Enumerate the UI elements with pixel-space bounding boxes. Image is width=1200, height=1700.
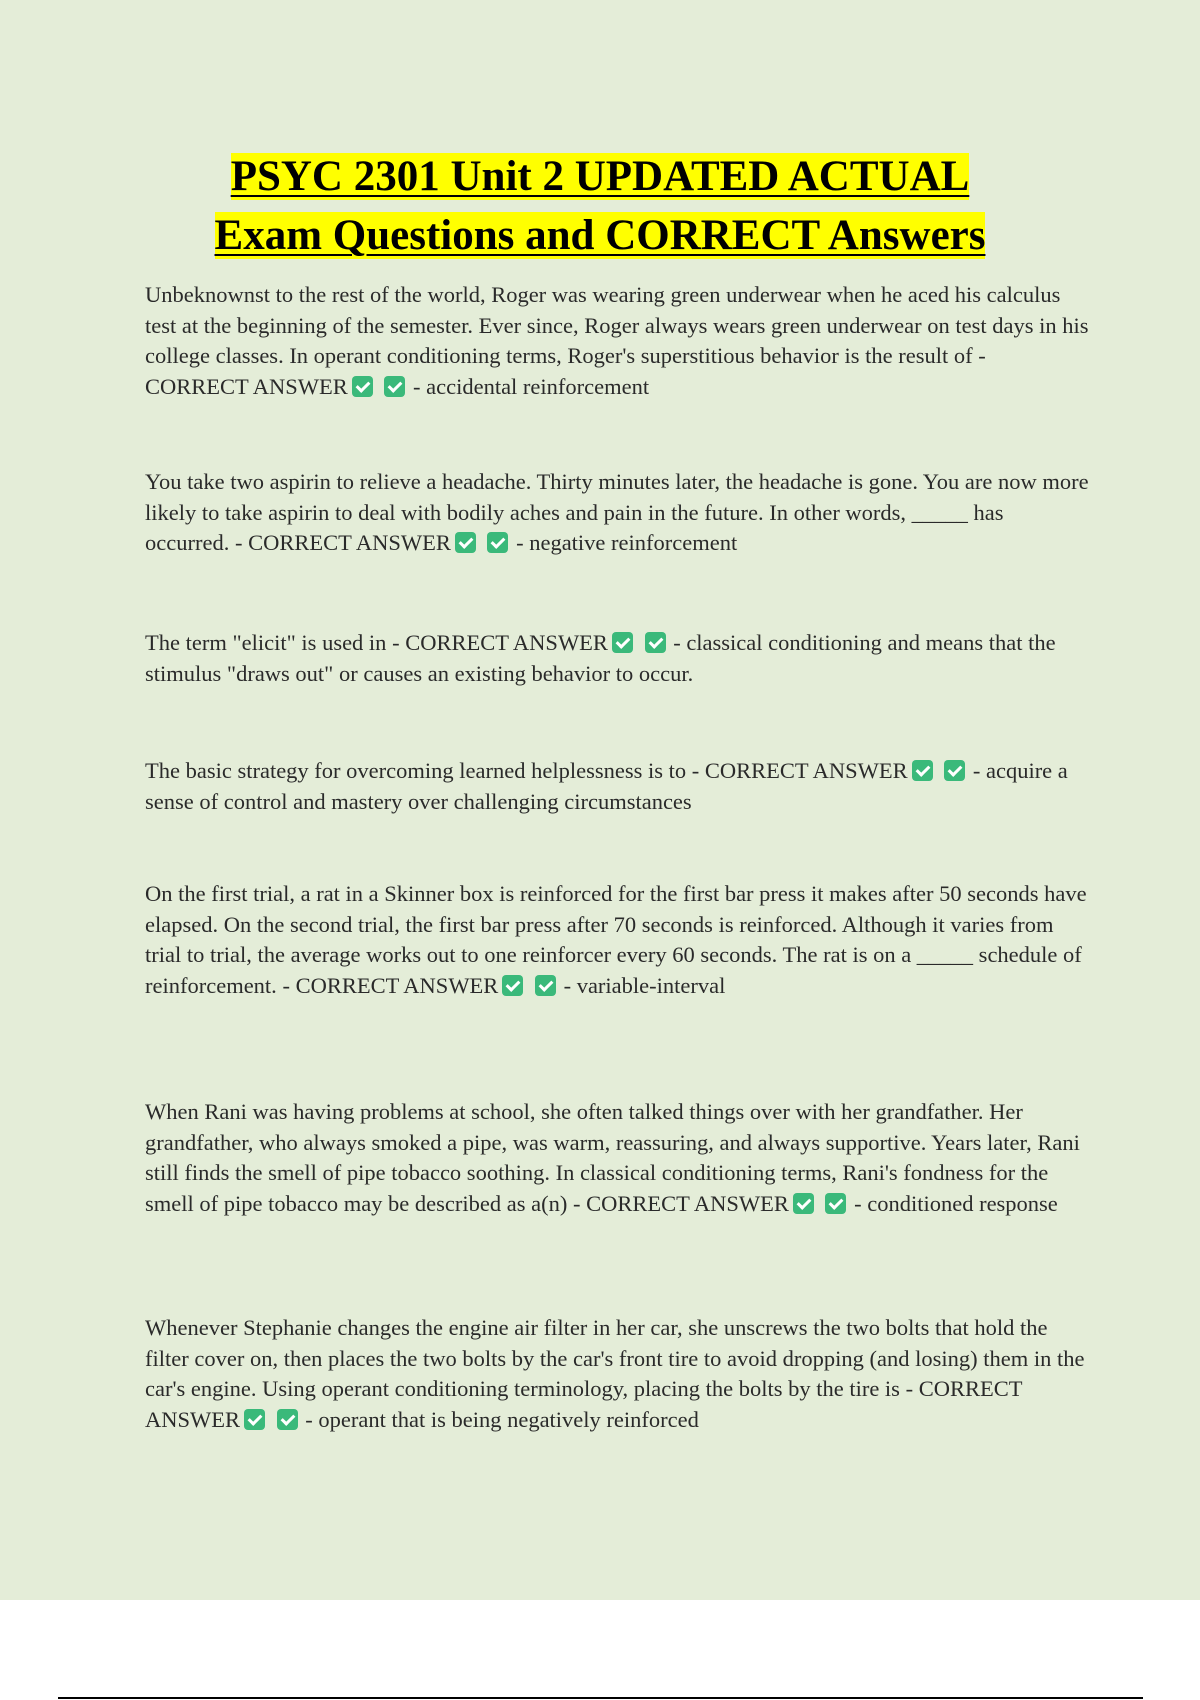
answer-text: negative reinforcement xyxy=(529,530,738,555)
answer-label: CORRECT ANSWER xyxy=(405,630,608,655)
check-mark-icon xyxy=(384,376,405,397)
question-text: Unbeknownst to the rest of the world, Roger was wearing green underwear when he aced his calculus test at the beginning of the semester. Ever since, Roger always wears green underwear on test days in his college classes. In operant conditioning terms, Roger's superstitious behavior is the result of xyxy=(145,282,1089,368)
qa-item-6: When Rani was having problems at school, she often talked things over with her grandfather. Her grandfather, who always smoked a pipe, was warm, reassuring, and always supportive. Years later, Rani still finds the smell of pipe tobacco soothing. In classical conditioning terms, Rani's fondness for the smell of pipe tobacco may be described as a(n) - CORRECT ANSWER - conditioned response xyxy=(145,1099,1080,1216)
check-mark-icon xyxy=(455,532,476,553)
answer-label: CORRECT ANSWER xyxy=(704,758,908,783)
qa-item-1: Unbeknownst to the rest of the world, Roger was wearing green underwear when he aced his calculus test at the beginning of the semester. Ever since, Roger always wears green underwear on test days in his college classes. In operant conditioning terms, Roger's superstitious behavior is the result of - CORRECT ANSWER - accidental reinforcement xyxy=(145,282,1089,399)
footer-divider xyxy=(58,1697,1143,1699)
answer-label: CORRECT ANSWER xyxy=(248,530,451,555)
question-text: The term "elicit" is used in xyxy=(145,630,387,655)
check-mark-icon xyxy=(944,760,965,781)
check-mark-icon xyxy=(277,1409,298,1430)
question-text: You take two aspirin to relieve a headache. Thirty minutes later, the headache is gone. You are now more likely to take aspirin to deal with bodily aches and pain in the future. In other words, _____ has occurred. xyxy=(145,469,1089,555)
title-line-1: PSYC 2301 Unit 2 UPDATED ACTUAL xyxy=(230,153,970,200)
answer-label: CORRECT ANSWER xyxy=(145,373,348,399)
qa-item-7: Whenever Stephanie changes the engine air filter in her car, she unscrews the two bolts that hold the filter cover on, then places the two bolts by the car's front tire to avoid dropping (and losing) them in the car's engine. Using operant conditioning terminology, placing the bolts by the tire is - CORRECT ANSWER - operant that is being negatively reinforced xyxy=(145,1315,1085,1432)
check-mark-icon xyxy=(244,1409,265,1430)
check-mark-icon xyxy=(912,760,933,781)
check-mark-icon xyxy=(612,632,633,653)
qa-item-3: The term "elicit" is used in - CORRECT ANSWER - classical conditioning and means that the stimulus "draws out" or causes an existing behavior to occur. xyxy=(145,630,1056,686)
answer-text: acquire a sense of control and mastery over challenging circumstances xyxy=(145,758,1068,814)
question-text: When Rani was having problems at school, she often talked things over with her grandfather. Her grandfather, who always smoked a pipe, was warm, reassuring, and always supportive. Years later, Rani still finds the smell of pipe tobacco soothing. In classical conditioning terms, Rani's fondness for the smell of pipe tobacco may be described as a(n) xyxy=(145,1099,1080,1216)
answer-text: classical conditioning and means that the stimulus "draws out" or causes an existing behavior to occur. xyxy=(145,630,1056,686)
question-text: On the first trial, a rat in a Skinner box is reinforced for the first bar press it makes after 50 seconds have elapsed. On the second trial, the first bar press after 70 seconds is reinforced. Although it varies from trial to trial, the average works out to one reinforcer every 60 seconds. The rat is on a _____ schedule of reinforcement. xyxy=(145,881,1087,998)
document-title xyxy=(100,147,1100,265)
qa-item-2: You take two aspirin to relieve a headache. Thirty minutes later, the headache is gone. You are now more likely to take aspirin to deal with bodily aches and pain in the future. In other words, _____ has occurred. - CORRECT ANSWER - negative reinforcement xyxy=(145,469,1089,555)
qa-item-5: On the first trial, a rat in a Skinner box is reinforced for the first bar press it makes after 50 seconds have elapsed. On the second trial, the first bar press after 70 seconds is reinforced. Although it varies from trial to trial, the average works out to one reinforcer every 60 seconds. The rat is on a _____ schedule of reinforcement. - CORRECT ANSWER - variable-interval xyxy=(145,881,1087,998)
answer-text: operant that is being negatively reinforced xyxy=(318,1406,699,1432)
answer-label: CORRECT ANSWER xyxy=(295,972,499,998)
check-mark-icon xyxy=(793,1193,814,1214)
answer-text: accidental reinforcement xyxy=(426,373,650,399)
answer-text: variable-interval xyxy=(576,972,726,998)
question-text: Whenever Stephanie changes the engine air filter in her car, she unscrews the two bolts that hold the filter cover on, then places the two bolts by the car's front tire to avoid dropping (and losing) them in the car's engine. Using operant conditioning terminology, placing the bolts by the tire is xyxy=(145,1315,1085,1401)
answer-text: conditioned response xyxy=(867,1190,1058,1216)
check-mark-icon xyxy=(487,532,508,553)
check-mark-icon xyxy=(645,632,666,653)
qa-item-4: The basic strategy for overcoming learned helplessness is to - CORRECT ANSWER - acquire a sense of control and mastery over challenging circumstances xyxy=(145,758,1068,814)
check-mark-icon xyxy=(352,376,373,397)
answer-label: CORRECT ANSWER xyxy=(586,1190,789,1216)
check-mark-icon xyxy=(825,1193,846,1214)
title-line-2: Exam Questions and CORRECT Answers xyxy=(214,212,986,259)
check-mark-icon xyxy=(502,975,523,996)
check-mark-icon xyxy=(535,975,556,996)
question-text: The basic strategy for overcoming learned helplessness is to xyxy=(145,758,687,783)
answer-label: CORRECT ANSWER xyxy=(145,1376,1023,1432)
